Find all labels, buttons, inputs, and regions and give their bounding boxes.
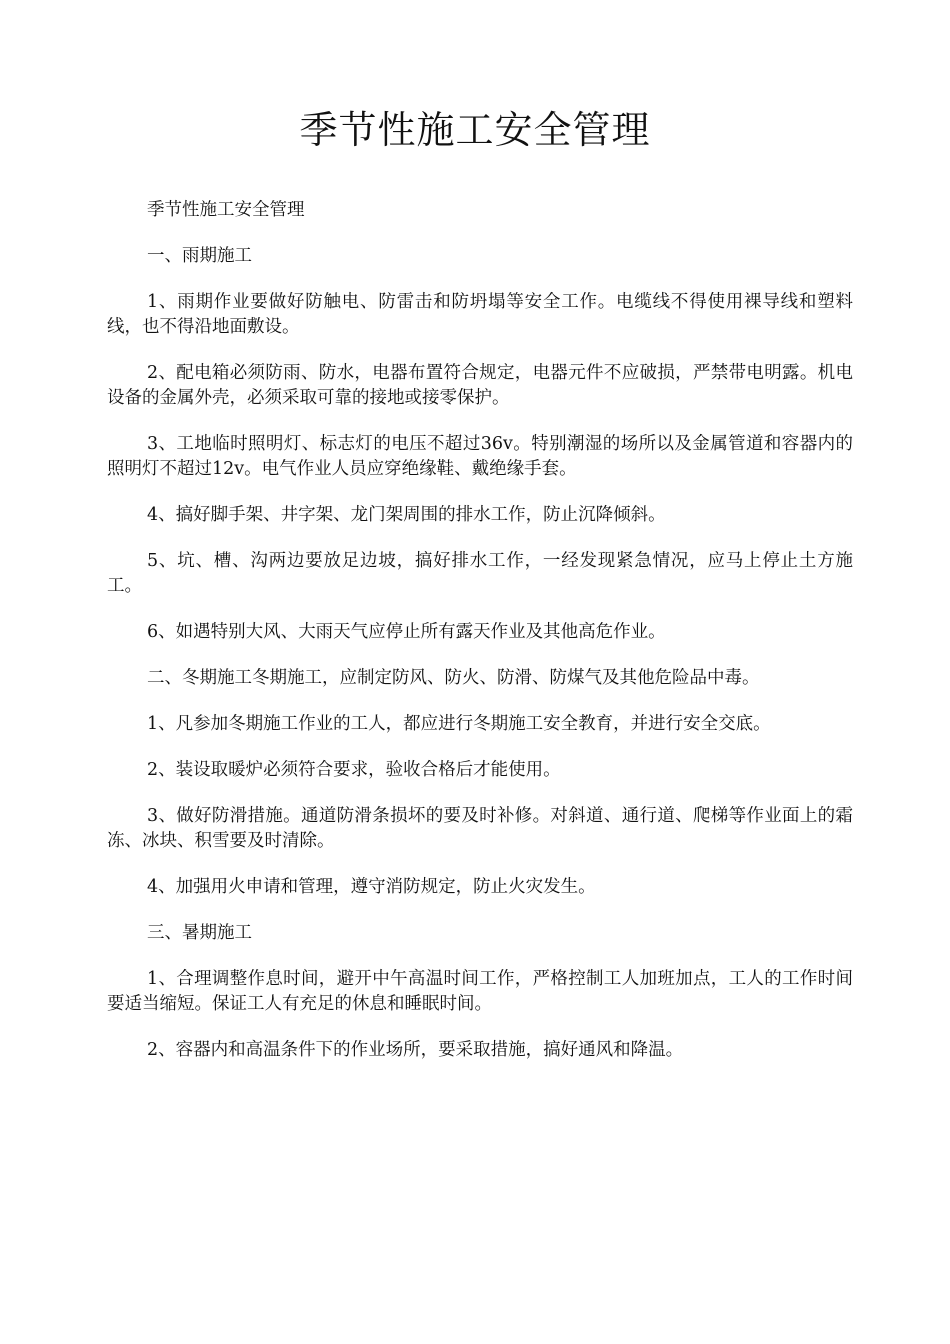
paragraph-winter-1: 1、凡参加冬期施工作业的工人，都应进行冬期施工安全教育，并进行安全交底。 (147, 714, 771, 734)
paragraph-summer-2: 2、容器内和高温条件下的作业场所，要采取措施，搞好通风和降温。 (147, 1040, 684, 1060)
paragraph-subtitle: 季节性施工安全管理 (147, 200, 305, 220)
paragraph-winter-3: 3、做好防滑措施。通道防滑条损坏的要及时补修。对斜道、通行道、爬梯等作业面上的霜冻、冰块、积雪要及时清除。 (107, 806, 853, 851)
paragraph-summer-1: 1、合理调整作息时间，避开中午高温时间工作，严格控制工人加班加点，工人的工作时间要适当缩短。保证工人有充足的休息和睡眠时间。 (107, 969, 853, 1014)
section-heading-summer-season: 三、暑期施工 (147, 923, 252, 943)
paragraph-rainy-4: 4、搞好脚手架、井字架、龙门架周围的排水工作，防止沉降倾斜。 (147, 505, 666, 525)
paragraph-winter-4: 4、加强用火申请和管理，遵守消防规定，防止火灾发生。 (147, 877, 596, 897)
paragraph-winter-2: 2、装设取暖炉必须符合要求，验收合格后才能使用。 (147, 760, 561, 780)
document-body (107, 198, 853, 1084)
paragraph-rainy-5: 5、坑、槽、沟两边要放足边坡，搞好排水工作，一经发现紧急情况，应马上停止土方施工。 (107, 551, 853, 596)
paragraph-rainy-1: 1、雨期作业要做好防触电、防雷击和防坍塌等安全工作。电缆线不得使用裸导线和塑料线，也不得沿地面敷设。 (107, 292, 853, 337)
paragraph-rainy-3: 3、工地临时照明灯、标志灯的电压不超过36v。特别潮湿的场所以及金属管道和容器内的照明灯不超过12v。电气作业人员应穿绝缘鞋、戴绝缘手套。 (107, 434, 853, 479)
document-title: 季节性施工安全管理 (299, 108, 651, 152)
paragraph-rainy-6: 6、如遇特别大风、大雨天气应停止所有露天作业及其他高危作业。 (147, 622, 666, 642)
section-heading-winter-season: 二、冬期施工冬期施工，应制定防风、防火、防滑、防煤气及其他危险品中毒。 (147, 668, 760, 688)
paragraph-rainy-2: 2、配电箱必须防雨、防水，电器布置符合规定，电器元件不应破损，严禁带电明露。机电设备的金属外壳，必须采取可靠的接地或接零保护。 (107, 363, 853, 408)
section-heading-rainy-season: 一、雨期施工 (147, 246, 252, 266)
